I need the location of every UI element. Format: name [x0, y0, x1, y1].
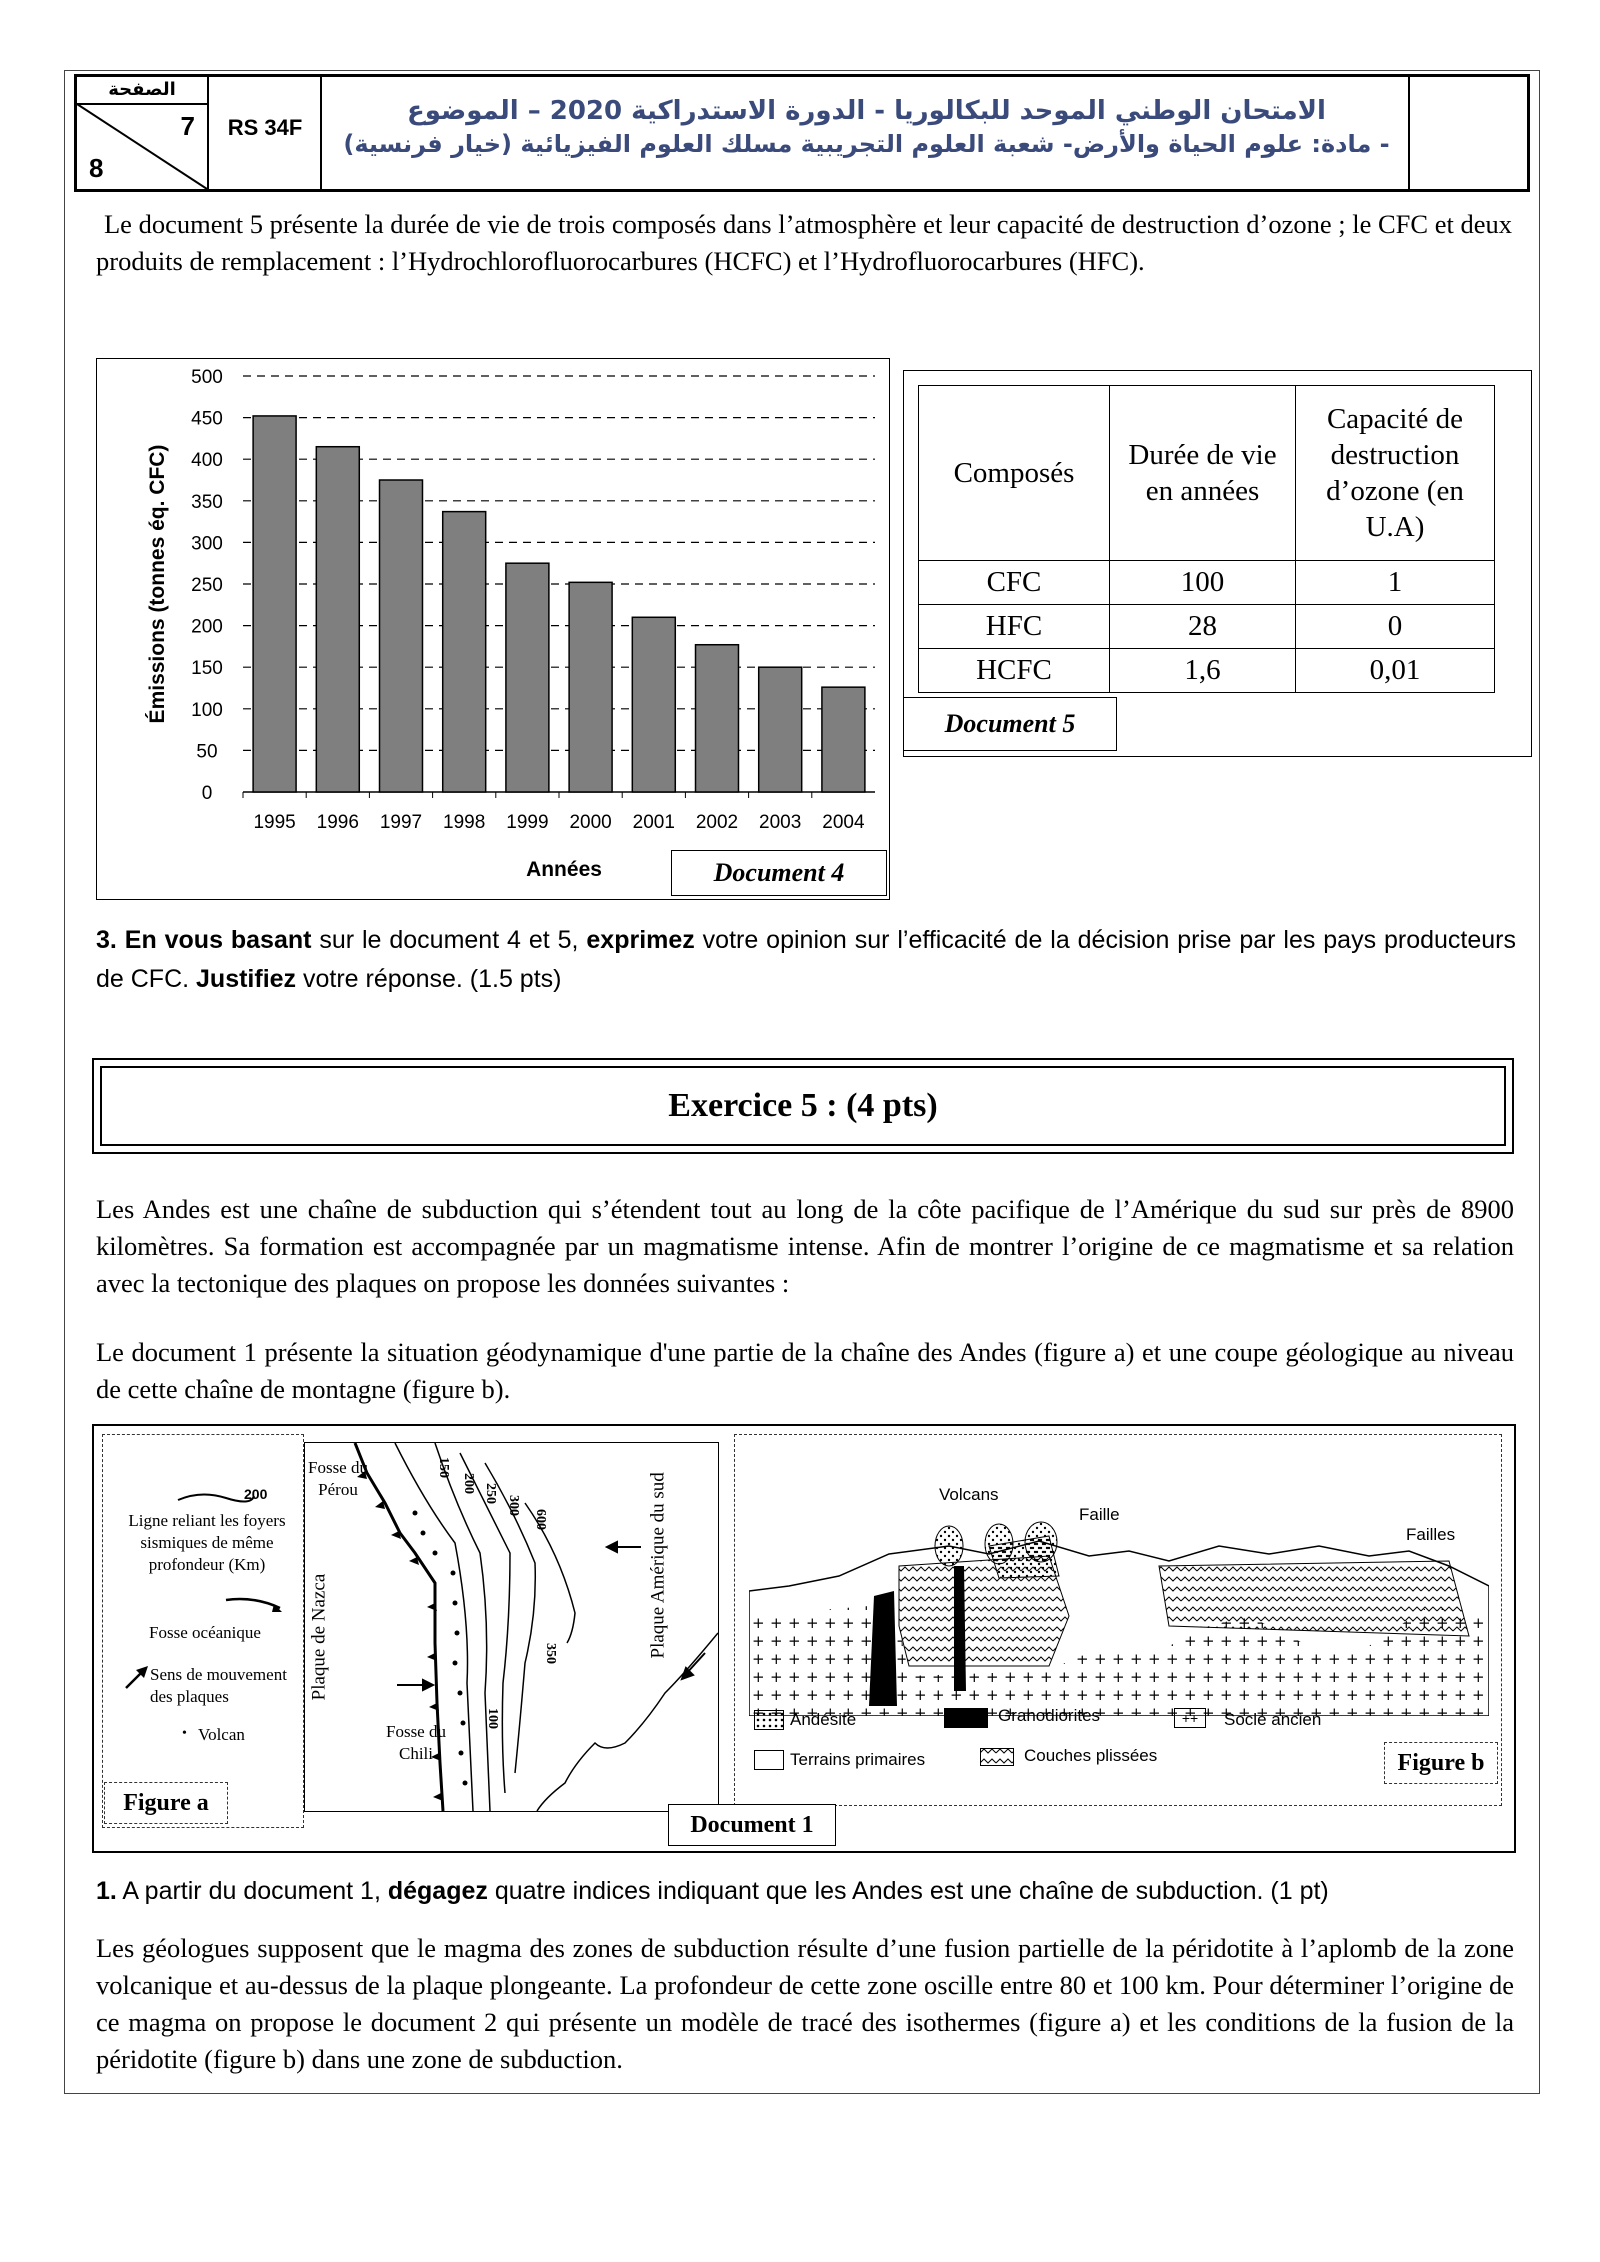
y-tick-label: 400 — [191, 450, 223, 472]
header-composes: Composés — [919, 386, 1110, 561]
bar-1995 — [253, 416, 296, 792]
cell: 0 — [1296, 605, 1495, 649]
y-tick-label: 450 — [191, 408, 223, 430]
x-axis-label: Années — [526, 858, 602, 881]
bar-1999 — [506, 563, 549, 792]
q3-verb-1: En vous basant — [124, 926, 312, 954]
figure-b-label: Figure b — [1384, 1742, 1498, 1784]
bar-2000 — [569, 582, 612, 792]
iso-350: 350 — [543, 1643, 558, 1664]
document-5 — [903, 370, 1532, 757]
legend-volcano-text: Volcan — [198, 1725, 245, 1744]
legend-motion-text: Sens de mouvement des plaques — [150, 1665, 287, 1707]
cell: HFC — [919, 605, 1110, 649]
plaque-nazca-label: Plaque de Nazca — [308, 1573, 330, 1701]
page-number: 7 — [180, 111, 195, 141]
x-tick-label: 2000 — [569, 812, 612, 833]
exam-header — [74, 74, 1530, 192]
trench-icon — [224, 1594, 284, 1618]
bar-2002 — [696, 645, 739, 792]
header-capacite: Capacité de destruction d’ozone (en U.A) — [1296, 386, 1495, 561]
question-number: 3 — [96, 926, 110, 954]
y-tick-label: 100 — [191, 699, 223, 721]
y-tick-label: 150 — [191, 658, 223, 680]
x-tick-label: 1996 — [316, 812, 359, 833]
q3-text-3: votre réponse. (1.5 pts) — [296, 964, 562, 993]
cell: 0,01 — [1296, 649, 1495, 693]
failles-label: Failles — [1406, 1525, 1456, 1544]
cell: 100 — [1110, 561, 1296, 605]
y-tick-label: 350 — [191, 491, 223, 513]
document-1 — [92, 1424, 1516, 1853]
page-indicator — [77, 77, 209, 189]
emissions-bar-chart — [97, 359, 889, 899]
q1-text-2: quatre indices indiquant que les Andes est une chaîne de subduction. (1 pt) — [487, 1877, 1329, 1905]
header-duree: Durée de vie en années — [1110, 386, 1296, 561]
question-1 — [96, 1872, 1516, 1911]
question-number: 1. — [96, 1877, 117, 1905]
figure-a-map — [304, 1442, 719, 1812]
bar-1998 — [443, 512, 486, 792]
geological-section — [749, 1506, 1489, 1716]
q1-text-1: A partir du document 1, — [116, 1877, 388, 1905]
title-line-2: - مادة: علوم الحياة والأرض- شعبة العلوم التجريبية مسلك العلوم الفيزيائية (خيار فرنسية) — [343, 129, 1390, 158]
table-row — [919, 649, 1495, 693]
cell: 1,6 — [1110, 649, 1296, 693]
title-line-1: الامتحان الوطني الموحد للبكالوريا - الدورة الاستدراكية 2020 – الموضوع — [407, 96, 1326, 126]
x-tick-label: 1999 — [506, 812, 549, 833]
paragraph-2: Le document 1 présente la situation géodynamique d'une partie de la chaîne des Andes (figure a) et une coupe géologique au niveau de cette chaîne de montagne (figure b). — [96, 1337, 1514, 1405]
y-tick-label: 300 — [191, 533, 223, 555]
iso-200: 200 — [461, 1473, 476, 1494]
figure-a-label: Figure a — [104, 1782, 228, 1824]
exam-code: RS 34F — [210, 77, 322, 189]
iso-150: 150 — [436, 1457, 451, 1478]
exam-title — [325, 77, 1410, 189]
iso-250: 250 — [483, 1483, 498, 1504]
iso-300: 300 — [506, 1495, 521, 1516]
terrains-swatch — [754, 1750, 784, 1770]
intro-paragraph: Le document 5 présente la durée de vie de trois composés dans l’atmosphère et leur capacité de destruction d’ozone ; le CFC et deux produits de remplacement : l’Hydrochlorofluorocarbures (HCFC) et l’Hydrofluorocarbures (HFC). — [96, 209, 1512, 277]
bar-2003 — [759, 667, 802, 792]
x-tick-label: 2004 — [822, 812, 865, 833]
couches-swatch — [980, 1748, 1014, 1766]
question-3: 3. En vous basant sur le document 4 et 5, exprimez votre opinion sur l’efficacité de la décision prise par les pays producteurs de CFC. Justifiez votre réponse. (1.5 pts) — [96, 926, 1516, 993]
andesite-swatch — [754, 1710, 784, 1730]
x-tick-label: 2002 — [695, 812, 739, 833]
x-tick-label: 1995 — [253, 812, 296, 833]
legend-andesite: Andésite — [790, 1710, 857, 1729]
bar-1997 — [380, 480, 423, 792]
q3-verb-2: exprimez — [586, 926, 695, 954]
y-tick-label: 250 — [191, 575, 223, 596]
x-tick-label: 2001 — [632, 812, 675, 833]
cell: CFC — [919, 561, 1110, 605]
q1-verb: dégagez — [387, 1877, 488, 1905]
y-tick-label: 500 — [191, 367, 223, 388]
legend-granodiorites: Granodiorites — [998, 1706, 1101, 1725]
document-1-label: Document 1 — [668, 1804, 836, 1846]
paragraph-1: Les Andes est une chaîne de subduction qui s’étendent tout au long de la côte pacifique de l’Amérique du sud sur près de 8900 kilomètres. Sa formation est accompagnée par un magmatisme intense. Afin de montrer l’origine de ce magmatisme et sa relation avec la tectonique des plaques on propose les données suivantes : — [96, 1194, 1514, 1299]
bar-2004 — [822, 687, 865, 792]
bar-1996 — [316, 447, 359, 792]
iso-600: 600 — [533, 1509, 548, 1530]
figure-b-legend — [754, 1704, 1494, 1784]
paragraph-3: Les géologues supposent que le magma des zones de subduction résulte d’une fusion partielle de la péridotite à l’aplomb de la zone volcanique et au-dessus de la plaque plongeante. La profondeur de cette zone oscille entre 80 et 100 km. Pour déterminer l’origine de ce magma on propose le document 2 qui présente un modèle de tracé des isothermes (figure a) et les conditions de la fusion de la péridotite (figure b) dans une zone de subduction. — [96, 1933, 1514, 2075]
fosse-chili-label: Fosse du Chili — [386, 1722, 446, 1764]
table-row — [919, 605, 1495, 649]
legend-couches: Couches plissées — [1024, 1746, 1158, 1765]
q3-verb-3: Justifiez — [196, 964, 297, 993]
legend-socle: Socle ancien — [1224, 1710, 1322, 1729]
y-tick-label: 0 — [201, 783, 213, 804]
x-tick-label: 2003 — [759, 812, 802, 833]
plaque-amerique-label: Plaque Amérique du sud — [647, 1472, 669, 1659]
document-5-label: Document 5 — [903, 697, 1117, 751]
exercise-5-title: Exercice 5 : (4 pts) — [100, 1066, 1506, 1146]
exercise-5-box — [92, 1058, 1514, 1154]
granodiorite-swatch — [944, 1708, 988, 1728]
arrow-icon — [122, 1662, 152, 1692]
q3-text-1: sur le document 4 et 5, — [311, 926, 587, 954]
compounds-table — [918, 385, 1495, 693]
cell: 28 — [1110, 605, 1296, 649]
volcans-label: Volcans — [939, 1485, 999, 1504]
cell: HCFC — [919, 649, 1110, 693]
x-tick-label: 1998 — [443, 812, 486, 833]
cell: 1 — [1296, 561, 1495, 605]
volcanoes-icon — [919, 1506, 1079, 1576]
page-label: الصفحة — [77, 77, 207, 105]
faille-label: Faille — [1079, 1505, 1120, 1524]
q3-text-2: votre opinion sur l’efficacité de la décision prise par les pays producteurs de CFC. — [96, 926, 1516, 993]
x-tick-label: 1997 — [379, 812, 423, 833]
y-axis-label: Émissions (tonnes éq. CFC) — [146, 444, 169, 724]
fosse-perou-label: Fosse du Pérou — [308, 1458, 368, 1500]
bar-2001 — [632, 617, 675, 792]
y-tick-label: 200 — [191, 616, 223, 638]
legend-depth-value: 200 — [244, 1486, 268, 1502]
document-4 — [96, 358, 890, 900]
table-row — [919, 561, 1495, 605]
legend-trench-text: Fosse océanique — [149, 1623, 261, 1642]
volcano-dot-icon: • — [182, 1726, 187, 1741]
y-tick-label: 50 — [196, 741, 218, 763]
legend-depth-text: Ligne reliant les foyers sismiques de même profondeur (Km) — [128, 1511, 286, 1575]
document-4-label: Document 4 — [671, 850, 887, 896]
socle-swatch: ++ — [1174, 1708, 1206, 1728]
iso-100: 100 — [485, 1708, 500, 1729]
page-total: 8 — [89, 153, 104, 183]
legend-terrains: Terrains primaires — [790, 1750, 926, 1769]
